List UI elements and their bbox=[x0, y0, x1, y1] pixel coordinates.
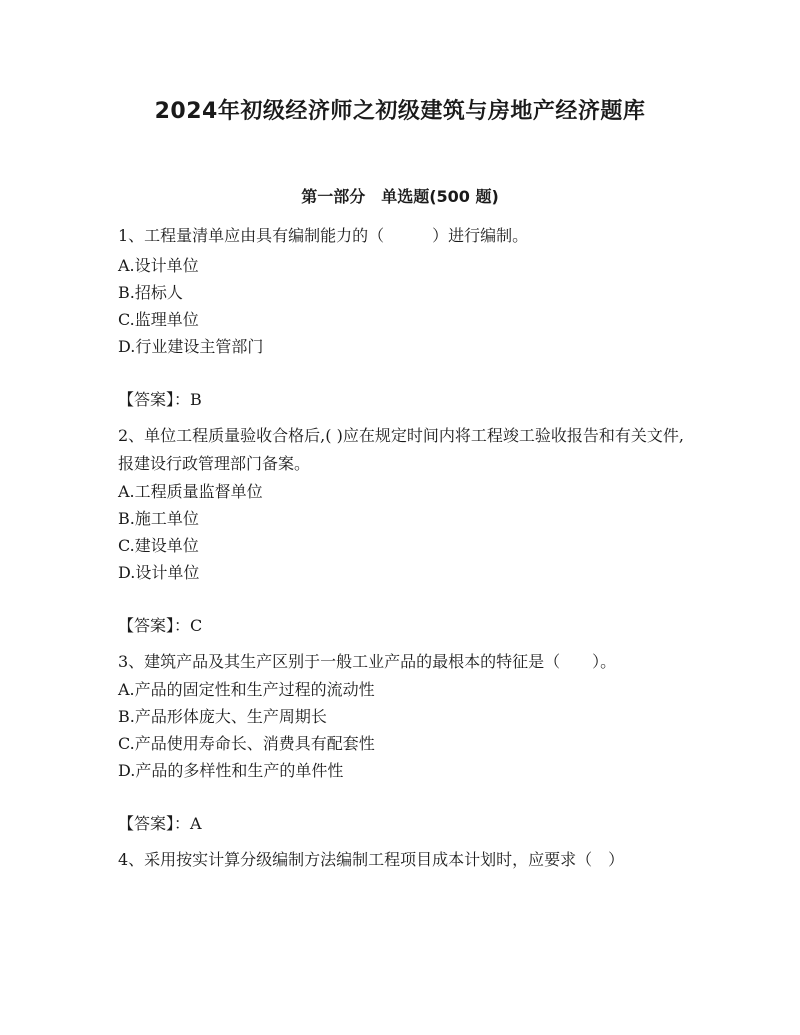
option-c: C.建设单位 bbox=[118, 536, 199, 555]
question-stem: 2、单位工程质量验收合格后,( )应在规定时间内将工程竣工验收报告和有关文件,报建设行政管理部门备案。 bbox=[118, 426, 684, 473]
answer-label: 【答案】： bbox=[118, 814, 191, 833]
answer-line bbox=[118, 810, 688, 838]
section-heading: 第一部分 单选题(500 题) bbox=[301, 187, 499, 206]
option-c: C.监理单位 bbox=[118, 310, 199, 329]
option-d: D.行业建设主管部门 bbox=[118, 337, 264, 356]
question-4 bbox=[118, 846, 688, 874]
answer-label: 【答案】： bbox=[118, 616, 191, 635]
answer-label: 【答案】： bbox=[118, 390, 191, 409]
answer-line bbox=[118, 612, 688, 640]
question-3 bbox=[118, 648, 688, 838]
option-b: B.产品形体庞大、生产周期长 bbox=[118, 707, 327, 726]
option-a: A.产品的固定性和生产过程的流动性 bbox=[118, 680, 375, 699]
option-c: C.产品使用寿命长、消费具有配套性 bbox=[118, 734, 375, 753]
question-stem: 1、工程量清单应由具有编制能力的（ ）进行编制。 bbox=[118, 226, 529, 245]
question-stem: 4、采用按实计算分级编制方法编制工程项目成本计划时，应要求（ ） bbox=[118, 850, 625, 869]
page-title: 2024年初级经济师之初级建筑与房地产经济题库 bbox=[154, 99, 646, 124]
answer-value: C bbox=[190, 616, 203, 635]
question-stem: 3、建筑产品及其生产区别于一般工业产品的最根本的特征是（ ）。 bbox=[118, 652, 617, 671]
option-d: D.设计单位 bbox=[118, 563, 200, 582]
answer-line bbox=[118, 386, 688, 414]
option-b: B.招标人 bbox=[118, 283, 183, 302]
option-d: D.产品的多样性和生产的单件性 bbox=[118, 761, 344, 780]
question-list bbox=[118, 222, 688, 874]
question-2 bbox=[118, 422, 688, 640]
option-a: A.工程质量监督单位 bbox=[118, 482, 263, 501]
answer-value: A bbox=[190, 814, 202, 833]
answer-value: B bbox=[190, 390, 202, 409]
option-b: B.施工单位 bbox=[118, 509, 199, 528]
option-a: A.设计单位 bbox=[118, 256, 199, 275]
question-1 bbox=[118, 222, 688, 414]
